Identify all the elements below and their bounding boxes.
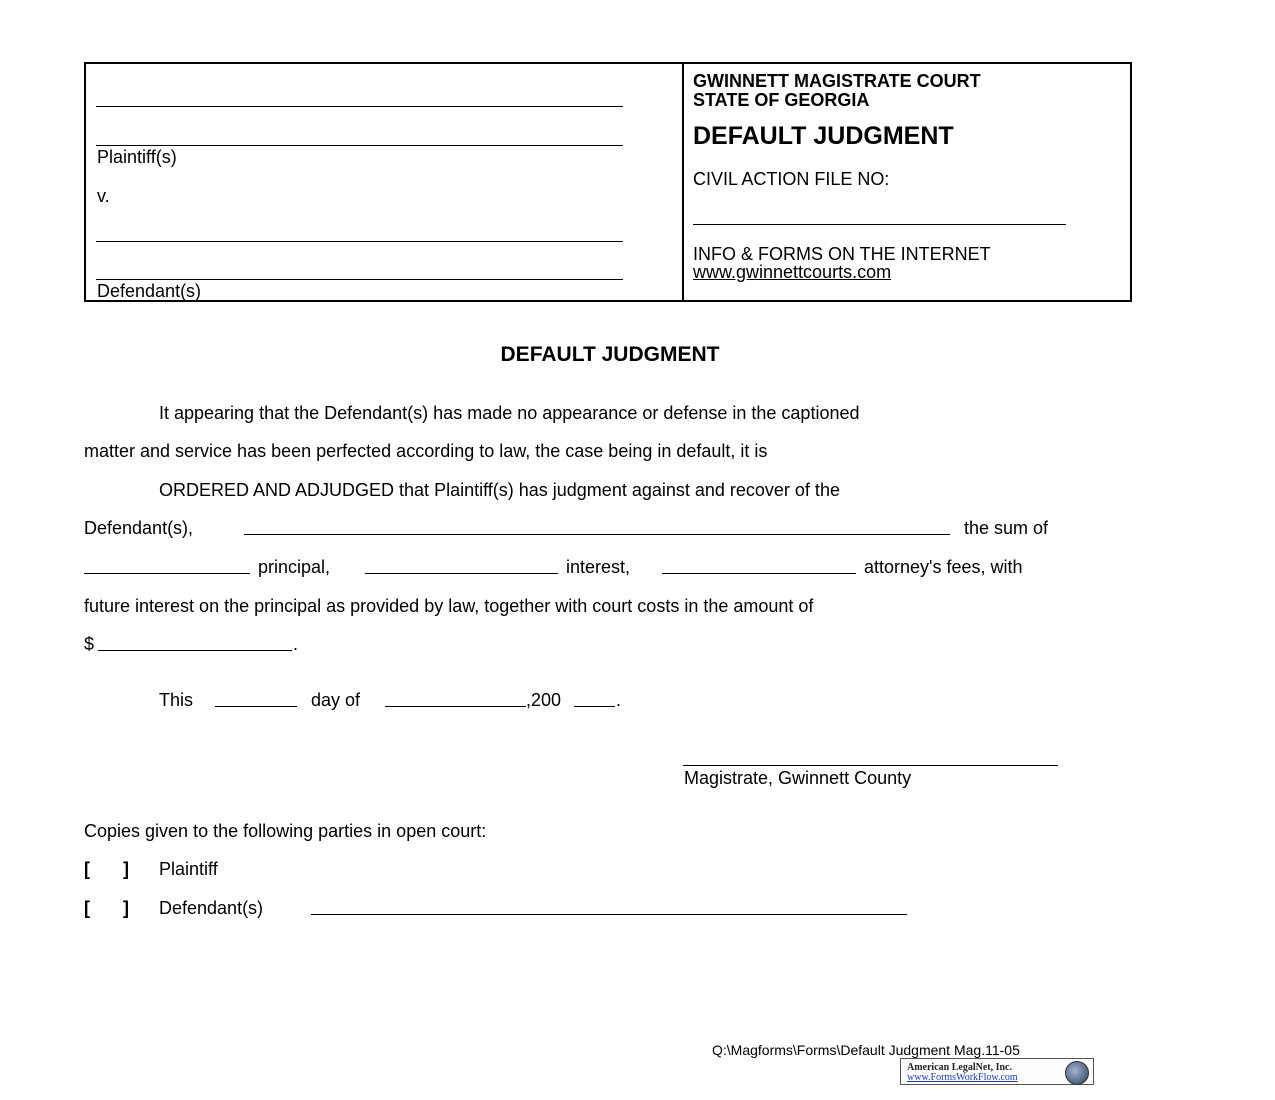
website-link[interactable]: www.gwinnettcourts.com [693, 262, 892, 282]
attorney-fees-field[interactable] [662, 573, 856, 574]
case-caption-box [84, 62, 1132, 302]
date-year-field[interactable] [574, 706, 615, 707]
paragraph-2-line-5: future interest on the principal as provided by law, together with court costs in the amount of [84, 596, 814, 616]
court-name: GWINNETT MAGISTRATE COURT [693, 71, 981, 91]
vendor-stamp[interactable] [900, 1058, 1094, 1085]
principal-label: principal, [258, 557, 331, 577]
defendant-label: Defendant(s) [97, 281, 202, 301]
defendant-line-2[interactable] [96, 279, 623, 280]
website-link-wrap[interactable] [693, 262, 891, 282]
file-no-label: CIVIL ACTION FILE NO: [693, 169, 890, 189]
file-no-line[interactable] [693, 224, 1066, 225]
date-month-field[interactable] [385, 706, 526, 707]
caption-divider [682, 64, 684, 300]
defendant-copy-names-field[interactable] [311, 914, 907, 915]
date-day-of-label: day of [311, 690, 361, 710]
defendant-copy-checkbox[interactable]: [ ] [84, 898, 143, 918]
date-day-field[interactable] [215, 706, 297, 707]
versus-label: v. [97, 186, 110, 206]
magistrate-signature-label: Magistrate, Gwinnett County [684, 768, 912, 788]
paragraph-1-line-1: It appearing that the Defendant(s) has made no appearance or defense in the captioned [159, 403, 860, 423]
paragraph-1-line-2: matter and service has been perfected according to law, the case being in default, it is [84, 441, 768, 461]
sum-of-label: the sum of [964, 518, 1049, 538]
plaintiff-copy-label: Plaintiff [159, 859, 218, 879]
attorney-fees-label: attorney's fees, with [864, 557, 1023, 577]
interest-label: interest, [566, 557, 631, 577]
plaintiff-copy-checkbox[interactable]: [ ] [84, 859, 143, 879]
costs-period: . [293, 634, 299, 654]
defendant-copy-label: Defendant(s) [159, 898, 264, 918]
plaintiff-line-2[interactable] [96, 145, 623, 146]
interest-amount-field[interactable] [365, 573, 558, 574]
defendants-label: Defendant(s), [84, 518, 194, 538]
plaintiff-label: Plaintiff(s) [97, 147, 177, 167]
copies-heading: Copies given to the following parties in open court: [84, 821, 487, 841]
defendant-line-1[interactable] [96, 241, 623, 242]
court-costs-field[interactable] [98, 650, 292, 651]
caption-form-title: DEFAULT JUDGMENT [693, 122, 954, 150]
magistrate-signature-line[interactable] [683, 765, 1058, 766]
date-year-prefix: ,200 [526, 690, 562, 710]
principal-amount-field[interactable] [84, 573, 250, 574]
vendor-name: American LegalNet, Inc. [907, 1062, 1012, 1073]
court-state: STATE OF GEORGIA [693, 90, 870, 110]
info-label: INFO & FORMS ON THE INTERNET [693, 244, 991, 264]
page-title: DEFAULT JUDGMENT [500, 343, 720, 366]
date-period: . [616, 690, 622, 710]
paragraph-2-line-1: ORDERED AND ADJUDGED that Plaintiff(s) has judgment against and recover of the [159, 480, 840, 500]
form-file-path: Q:\Magforms\Forms\Default Judgment Mag.11-05 [712, 1042, 1020, 1058]
vendor-url[interactable]: www.FormsWorkFlow.com [907, 1072, 1018, 1083]
plaintiff-line-1[interactable] [96, 106, 623, 107]
dollar-sign: $ [84, 634, 95, 654]
globe-logo-icon [1065, 1061, 1089, 1085]
date-this-label: This [159, 690, 194, 710]
defendant-names-field[interactable] [244, 534, 950, 535]
